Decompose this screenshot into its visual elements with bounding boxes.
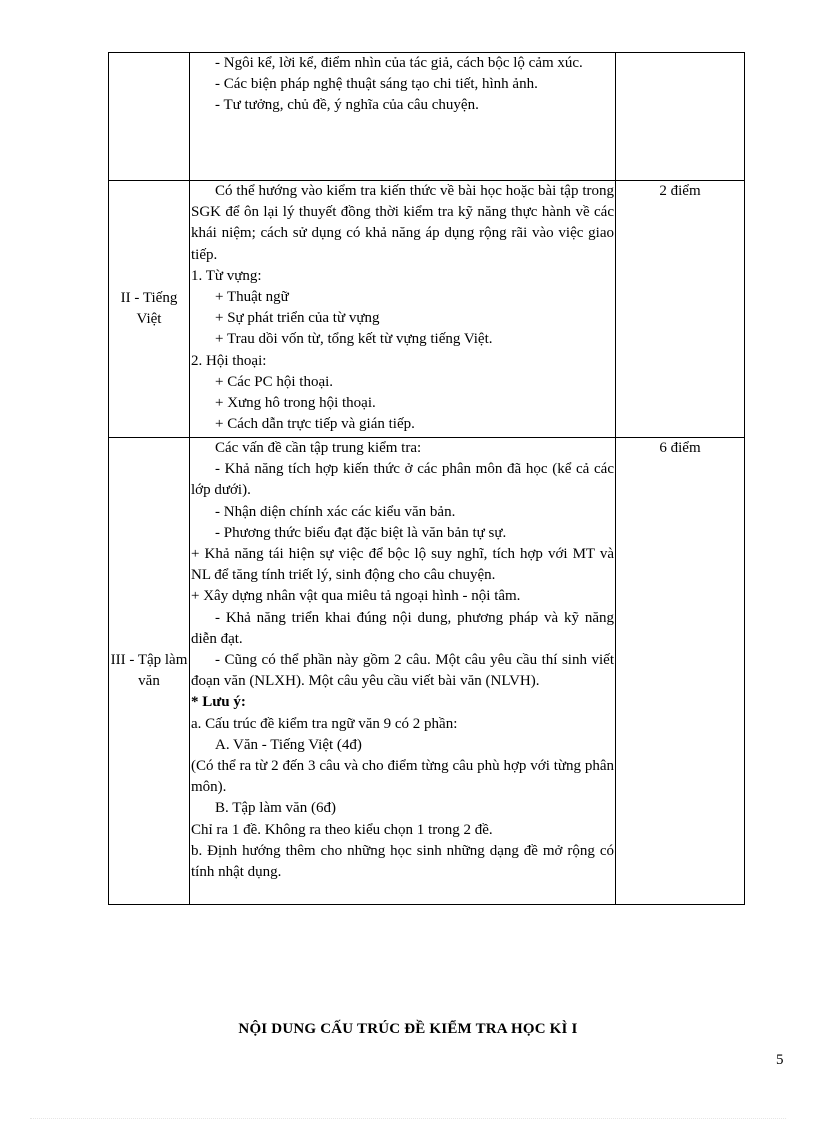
paragraph: + Xây dựng nhân vật qua miêu tả ngoại hình - nội tâm. [191,588,521,605]
content-cell [190,181,616,438]
paragraph: - Cũng có thể phần này gồm 2 câu. Một câu yêu cầu thí sinh viết đoạn văn (NLXH). Một câu yêu cầu viết bài văn (NLVH). [191,652,614,690]
paragraph: 1. Từ vựng: [191,267,262,284]
paragraph: - Nhận diện chính xác các kiểu văn bản. [215,503,456,520]
paragraph: Các vấn đề cần tập trung kiểm tra: [215,440,422,456]
paragraph: + Trau dồi vốn từ, tổng kết từ vựng tiếng Việt. [215,331,493,348]
paragraph: b. Định hướng thêm cho những học sinh những dạng đề mở rộng có tính nhật dụng. [191,842,614,881]
table-row [109,438,745,905]
paragraph: - Khả năng triển khai đúng nội dung, phương pháp và kỹ năng diễn đạt. [191,609,614,647]
paragraph: - Ngôi kể, lời kể, điểm nhìn của tác giả, cách bộc lộ cảm xúc. [215,55,583,71]
footer-divider [30,1118,786,1119]
content-cell [190,53,616,181]
paragraph: A. Văn - Tiếng Việt (4đ) [215,736,362,753]
score-cell: 2 điểm [616,181,745,438]
paragraph: - Các biện pháp nghệ thuật sáng tạo chi tiết, hình ảnh. [215,76,538,93]
table-row [109,181,745,438]
paragraph: B. Tập làm văn (6đ) [215,800,336,817]
paragraph: + Các PC hội thoại. [215,373,334,390]
note-label: * Lưu ý: [191,694,246,711]
paragraph: - Khả năng tích hợp kiến thức ở các phân môn đã học (kể cả các lớp dưới). [191,461,614,499]
paragraph: (Có thể ra từ 2 đến 3 câu và cho điểm từng câu phù hợp với từng phân môn). [191,758,614,796]
section-cell: III - Tập làm văn [109,438,190,905]
paragraph: + Xưng hô trong hội thoại. [215,395,376,412]
section-heading: NỘI DUNG CẤU TRÚC ĐỀ KIỂM TRA HỌC KÌ I [238,1021,578,1037]
paragraph: a. Cấu trúc đề kiểm tra ngữ văn 9 có 2 phần: [191,715,458,732]
content-cell [190,438,616,905]
paragraph: + Khả năng tái hiện sự việc để bộc lộ suy nghĩ, tích hợp với MT và NL để tăng tính triết lý, sinh động cho câu chuyện. [191,546,614,584]
page-number: 5 [776,1052,784,1068]
section-cell: II - Tiếng Việt [109,181,190,438]
score-cell [616,53,745,181]
content-table [108,52,745,905]
paragraph: Chỉ ra 1 đề. Không ra theo kiểu chọn 1 trong 2 đề. [191,821,493,838]
paragraph: - Phương thức biểu đạt đặc biệt là văn bản tự sự. [215,524,507,541]
score-cell: 6 điểm [616,438,745,905]
paragraph: Có thể hướng vào kiểm tra kiến thức về bài học hoặc bài tập trong SGK để ôn lại lý thuyết đồng thời kiểm tra kỹ năng thực hành về các khái niệm; cách sử dụng có khả năng áp dụng rộng rãi vào việc giao tiếp. [191,183,614,263]
paragraph: + Sự phát triển của từ vựng [215,310,380,327]
paragraph: + Cách dẫn trực tiếp và gián tiếp. [215,416,415,433]
paragraph: + Thuật ngữ [215,289,289,306]
paragraph: 2. Hội thoại: [191,352,267,369]
paragraph: - Tư tưởng, chủ đề, ý nghĩa của câu chuyện. [215,97,479,114]
table-row [109,53,745,181]
section-cell [109,53,190,181]
